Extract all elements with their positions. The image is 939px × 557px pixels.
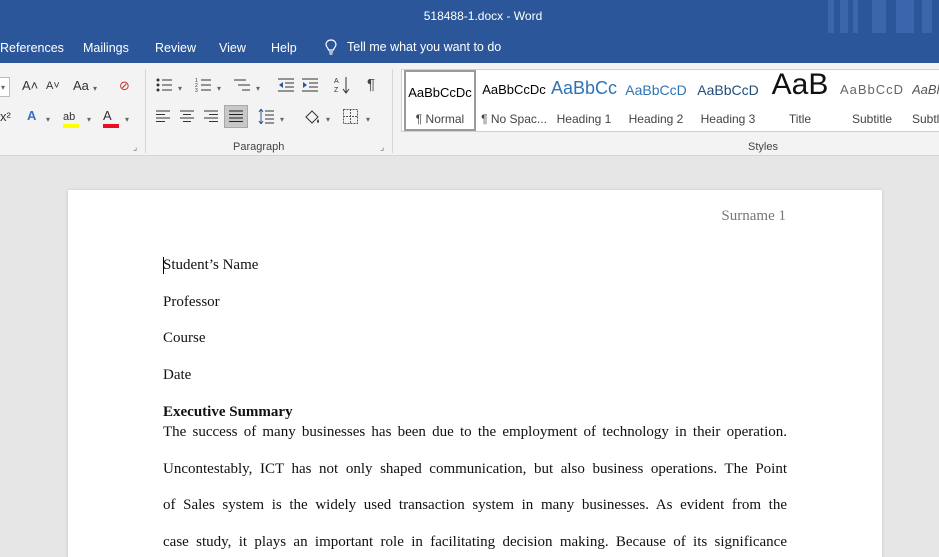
style-name: Title [788, 112, 812, 126]
align-right-icon[interactable] [204, 110, 218, 123]
window-title: 518488-1.docx - Word [423, 9, 543, 23]
svg-text:1: 1 [195, 78, 198, 84]
title-decoration [922, 0, 932, 33]
font-color-swatch [103, 124, 119, 128]
tell-me-text: Tell me what you want to do [347, 40, 502, 54]
style-normal[interactable] [404, 70, 476, 131]
change-case-button[interactable]: Aa [73, 78, 89, 93]
section-heading: Executive Summary [163, 404, 293, 420]
shrink-font-button[interactable]: A˅ [46, 80, 60, 92]
professor-line: Professor [163, 294, 220, 310]
tell-me-box[interactable] [325, 39, 501, 55]
body-line: of Sales system is the widely used transaction system in many businesses. As evident from the [163, 497, 787, 513]
grow-font-button[interactable]: A˄ [22, 78, 39, 93]
style-title[interactable] [764, 70, 836, 131]
bullets-icon[interactable] [156, 78, 172, 92]
title-decoration [840, 0, 848, 33]
line-spacing-icon[interactable] [258, 109, 274, 124]
increase-indent-icon[interactable] [302, 78, 318, 92]
chevron-down-icon: ▾ [178, 84, 183, 93]
style-name: Heading 3 [700, 112, 756, 126]
chevron-down-icon: ▾ [125, 115, 130, 124]
tab-references[interactable]: References [0, 41, 64, 55]
styles-group-label: Styles [748, 141, 778, 153]
group-separator [392, 69, 393, 153]
chevron-down-icon: ▾ [87, 115, 92, 124]
style-name: Heading 1 [556, 112, 612, 126]
style-subtle-emphasis[interactable] [908, 70, 939, 131]
chevron-down-icon: ▾ [326, 115, 331, 124]
date-line: Date [163, 367, 192, 383]
style-preview: AaBbCcD [697, 82, 759, 98]
chevron-down-icon: ▾ [280, 115, 285, 124]
style-name: Subtl [912, 112, 939, 126]
style-preview: AaBl [912, 82, 939, 97]
course-line: Course [163, 330, 206, 346]
ribbon [0, 63, 939, 156]
chevron-down-icon: ▾ [366, 115, 371, 124]
align-left-icon[interactable] [156, 110, 170, 123]
chevron-down-icon: ▾ [256, 84, 261, 93]
style-preview: AaBbCcD [839, 82, 905, 97]
style-heading-1[interactable] [548, 70, 620, 131]
style-name: ¶ Normal [415, 112, 465, 126]
style-name: Subtitle [851, 112, 893, 126]
chevron-down-icon: ▾ [93, 84, 98, 93]
body-line: case study, it plays an important role in facilitating decision making. Because of its significance [163, 534, 787, 550]
highlight-label: ab [63, 111, 76, 123]
style-preview: AaBbCcD [625, 82, 687, 98]
styles-gallery [401, 69, 939, 132]
tab-mailings[interactable]: Mailings [83, 41, 129, 55]
paragraph-group-label: Paragraph [233, 141, 285, 153]
page-header: Surname 1 [721, 208, 786, 224]
sort-icon[interactable] [334, 76, 350, 94]
justify-button[interactable] [224, 105, 248, 128]
style-no-spacing[interactable] [478, 70, 550, 131]
document-page[interactable] [68, 190, 882, 557]
student-name-line: Student’s Name [163, 257, 259, 273]
show-formatting-marks-icon[interactable]: ¶ [367, 76, 376, 93]
superscript-button[interactable]: x² [0, 109, 11, 124]
style-preview: AaB [771, 69, 829, 101]
body-line: Uncontestably, ICT has not only shaped communication, but also business operations. The Point [163, 461, 787, 477]
paragraph-dialog-launcher-icon[interactable]: ⌟ [380, 142, 385, 152]
title-decoration [872, 0, 886, 33]
text-effects-button[interactable]: A [27, 108, 37, 123]
style-preview: AaBbCc [550, 78, 618, 98]
clear-formatting-button[interactable]: ⊘ [119, 78, 130, 93]
borders-icon[interactable] [343, 109, 358, 124]
svg-text:2: 2 [195, 83, 198, 89]
align-center-icon[interactable] [180, 110, 194, 123]
style-preview: AaBbCcDc [482, 82, 546, 97]
style-preview: AaBbCcDc [408, 85, 472, 100]
lightbulb-icon [325, 39, 337, 55]
title-decoration [896, 0, 914, 33]
title-decoration [828, 0, 834, 33]
style-heading-3[interactable] [692, 70, 764, 131]
style-name: Heading 2 [628, 112, 684, 126]
font-dialog-launcher-icon[interactable]: ⌟ [133, 142, 138, 152]
tab-review[interactable]: Review [155, 41, 196, 55]
numbering-icon[interactable] [195, 78, 211, 92]
highlight-swatch [63, 124, 79, 128]
font-color-button[interactable] [103, 107, 112, 125]
font-size-dropdown[interactable]: ▾ [0, 77, 10, 97]
group-separator [145, 69, 146, 153]
title-bar [0, 0, 939, 33]
ribbon-tabs [0, 33, 939, 63]
svg-text:3: 3 [195, 88, 198, 92]
body-line: The success of many businesses has been due to the employment of technology in their operation. [163, 424, 787, 440]
decrease-indent-icon[interactable] [278, 78, 294, 92]
tab-view[interactable]: View [219, 41, 246, 55]
highlight-color-button[interactable] [63, 107, 75, 125]
justify-icon [229, 110, 243, 123]
svg-text:Z: Z [334, 87, 339, 94]
font-color-label: A [103, 108, 112, 123]
shading-icon[interactable] [303, 108, 321, 126]
style-heading-2[interactable] [620, 70, 692, 131]
style-subtitle[interactable] [836, 70, 908, 131]
title-decoration [853, 0, 858, 33]
style-name: ¶ No Spac... [481, 112, 547, 126]
multilevel-list-icon[interactable] [234, 78, 250, 92]
tab-help[interactable]: Help [271, 41, 297, 55]
chevron-down-icon: ▾ [46, 115, 51, 124]
svg-text:A: A [334, 78, 339, 85]
chevron-down-icon: ▾ [217, 84, 222, 93]
